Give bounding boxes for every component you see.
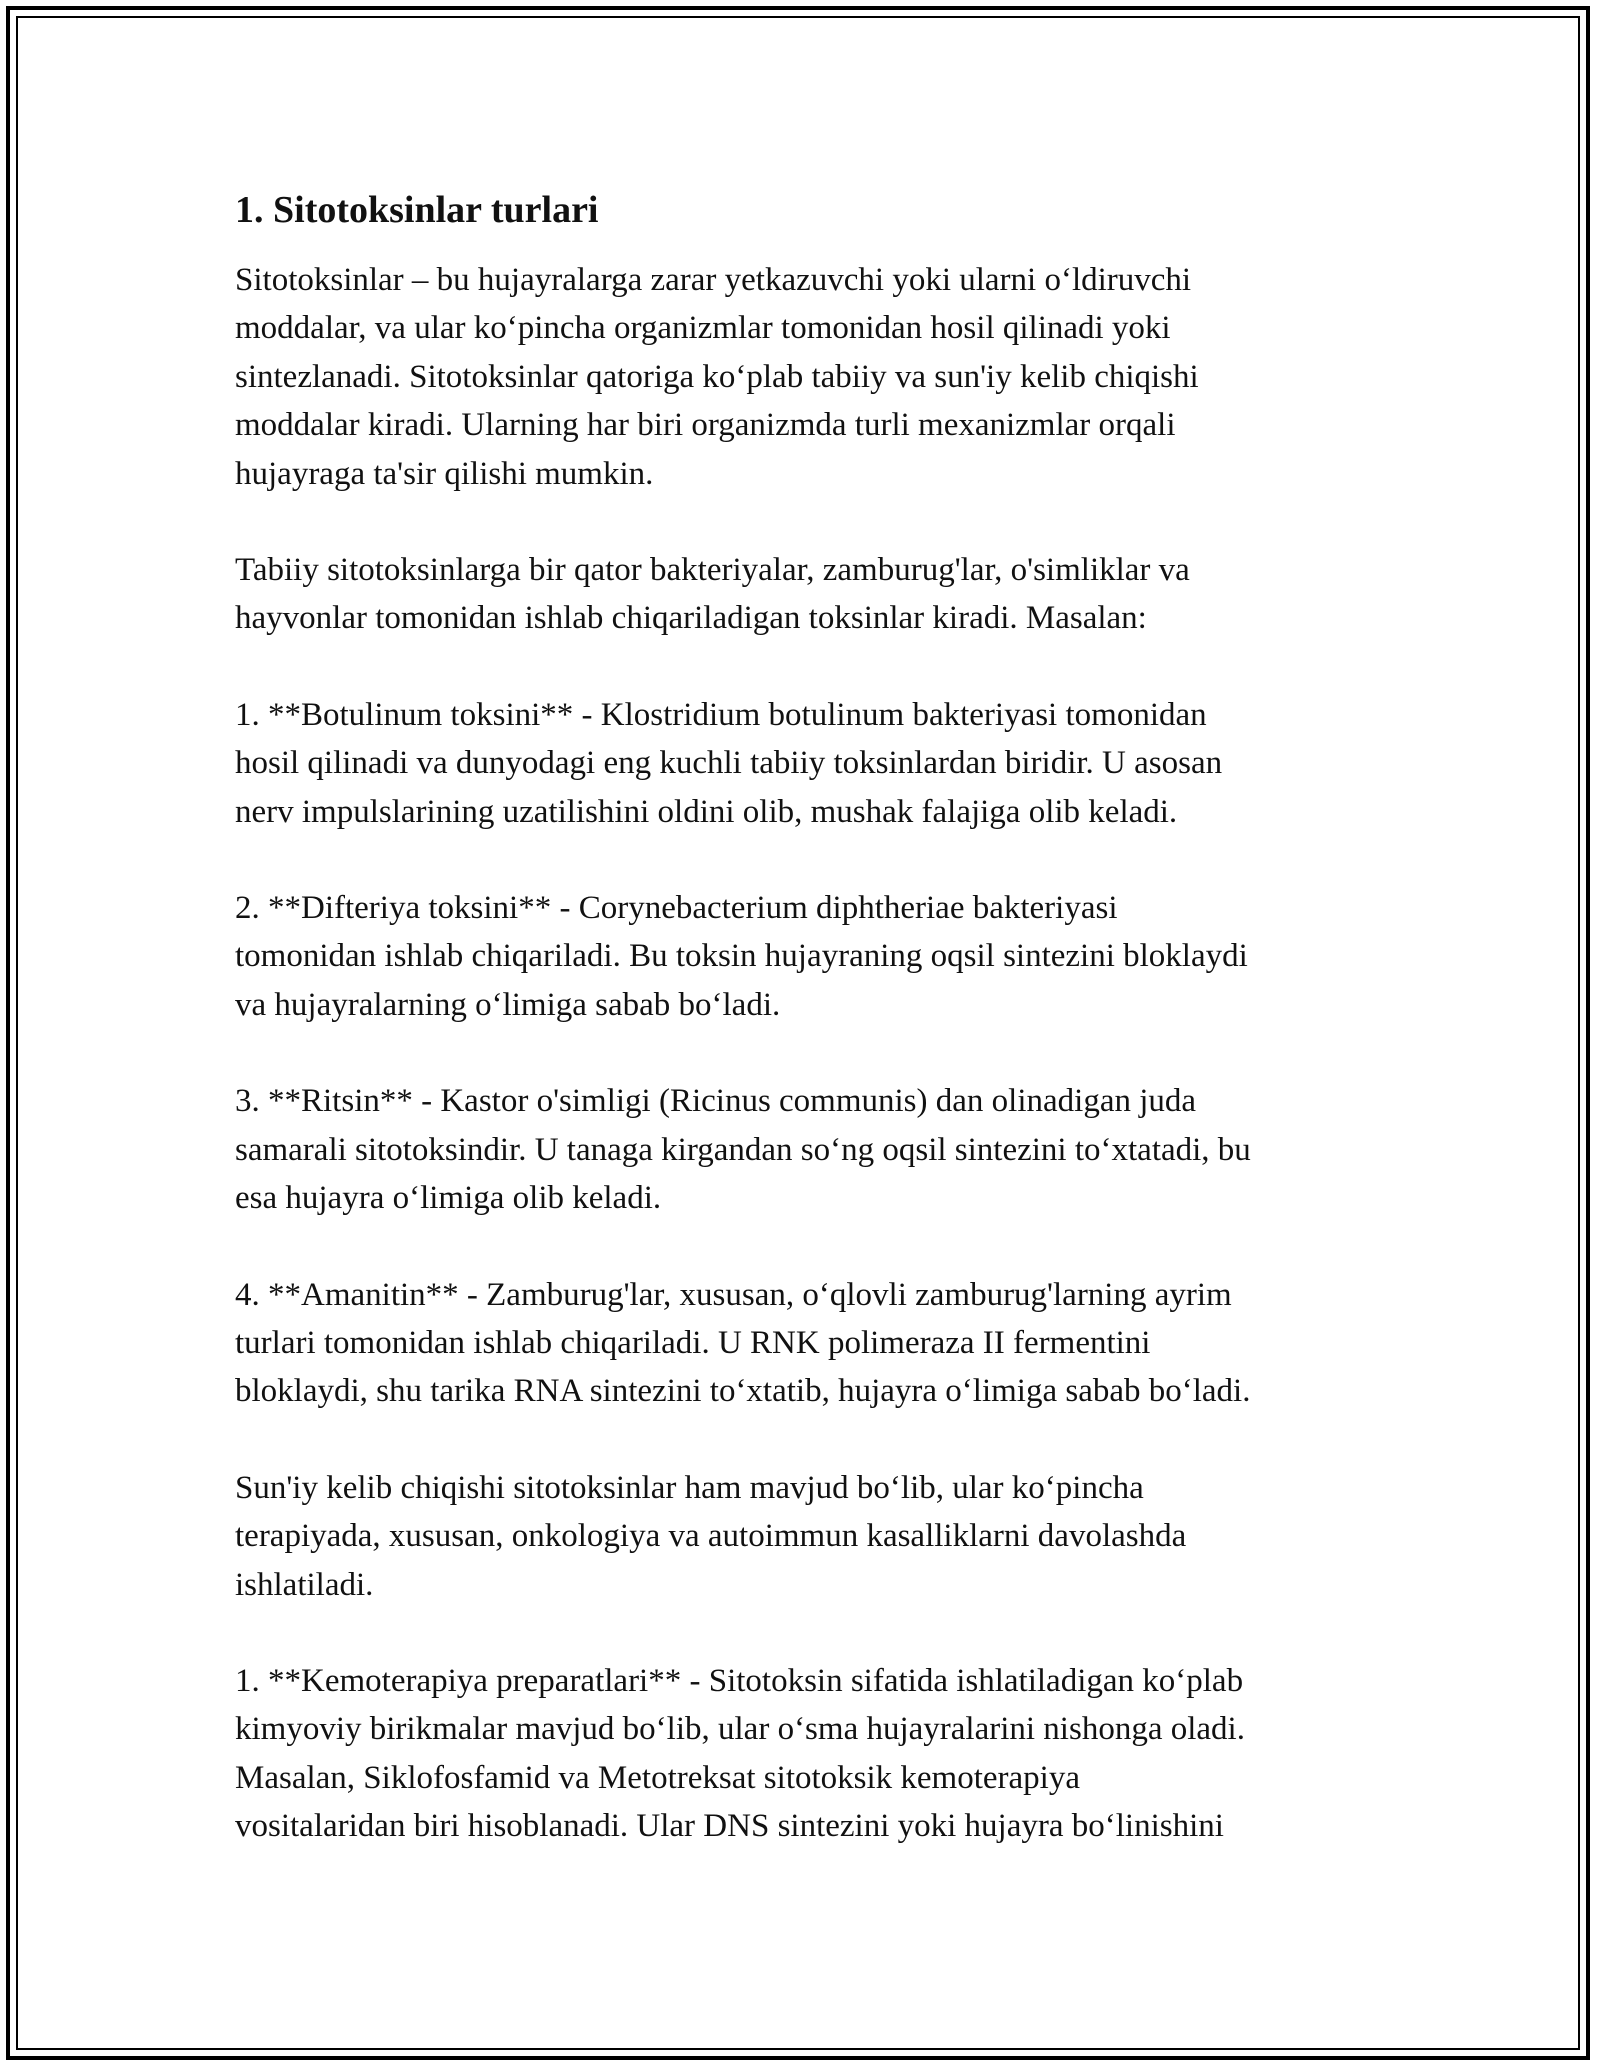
list-item-amanitin: [235, 1271, 1385, 1416]
text-line: Tabiiy sitotoksinlarga bir qator bakteriyalar, zamburug'lar, o'simliklar va: [235, 552, 1190, 589]
text-line: tomonidan ishlab chiqariladi. Bu toksin hujayraning oqsil sintezini bloklaydi: [235, 938, 1248, 975]
text-line: sintezlanadi. Sitotoksinlar qatoriga ko‘plab tabiiy va sun'iy kelib chiqishi: [235, 358, 1199, 395]
text-line: 2. **Difteriya toksini** - Corynebacterium diphtheriae bakteriyasi: [235, 890, 1118, 927]
list-item-botulinum: [235, 691, 1385, 836]
text-line: samarali sitotoksindir. U tanaga kirgandan so‘ng oqsil sintezini to‘xtatadi, bu: [235, 1131, 1251, 1168]
text-line: vositalaridan biri hisoblanadi. Ular DNS sintezini yoki hujayra bo‘linishini: [235, 1808, 1224, 1845]
text-line: esa hujayra o‘limiga olib keladi.: [235, 1180, 662, 1217]
text-line: Sitotoksinlar – bu hujayralarga zarar yetkazuvchi yoki ularni o‘ldiruvchi: [235, 262, 1192, 298]
text-line: moddalar kiradi. Ularning har biri organizmda turli mexanizmlar orqali: [235, 407, 1176, 444]
text-line: ishlatiladi.: [235, 1566, 374, 1603]
text-line: bloklaydi, shu tarika RNA sintezini to‘xtatib, hujayra o‘limiga sabab bo‘ladi.: [235, 1373, 1251, 1410]
text-line: 3. **Ritsin** - Kastor o'simligi (Ricinus communis) dan olinadigan juda: [235, 1083, 1197, 1120]
text-line: hayvonlar tomonidan ishlab chiqariladigan toksinlar kiradi. Masalan:: [235, 600, 1147, 637]
text-line: 1. **Kemoterapiya preparatlari** - Sitotoksin sifatida ishlatiladigan ko‘plab: [235, 1662, 1244, 1699]
list-item-kemoterapiya: [235, 1657, 1385, 1851]
text-line: hosil qilinadi va dunyodagi eng kuchli tabiiy toksinlardan biridir. U asosan: [235, 745, 1223, 782]
text-line: 4. **Amanitin** - Zamburug'lar, xususan, o‘qlovli zamburug'larning ayrim: [235, 1276, 1232, 1313]
text-line: Masalan, Siklofosfamid va Metotreksat sitotoksik kemoterapiya: [235, 1759, 1080, 1796]
text-line: va hujayralarning o‘limiga sabab bo‘ladi.: [235, 986, 781, 1023]
list-item-difteriya: [235, 884, 1385, 1029]
text-line: 1. **Botulinum toksini** - Klostridium botulinum bakteriyasi tomonidan: [235, 696, 1207, 733]
text-line: nerv impulslarining uzatilishini oldini olib, mushak falajiga olib keladi.: [235, 793, 1178, 830]
text-line: moddalar, va ular ko‘pincha organizmlar tomonidan hosil qilinadi yoki: [235, 310, 1171, 347]
paragraph-intro: [235, 256, 1385, 498]
document-body: [235, 186, 1385, 1899]
text-line: turlari tomonidan ishlab chiqariladi. U RNK polimeraza II fermentini: [235, 1324, 1151, 1361]
text-line: Sun'iy kelib chiqishi sitotoksinlar ham mavjud bo‘lib, ular ko‘pincha: [235, 1469, 1144, 1506]
text-line: hujayraga ta'sir qilishi mumkin.: [235, 455, 654, 492]
list-item-ritsin: [235, 1077, 1385, 1222]
text-line: kimyoviy birikmalar mavjud bo‘lib, ular o‘sma hujayralarini nishonga oladi.: [235, 1711, 1245, 1748]
paragraph-synthetic-toxins: [235, 1464, 1385, 1609]
section-heading: 1. Sitotoksinlar turlari: [235, 189, 599, 231]
text-line: terapiyada, xususan, onkologiya va autoimmun kasalliklarni davolashda: [235, 1518, 1187, 1555]
paragraph-natural-toxins: [235, 546, 1385, 643]
